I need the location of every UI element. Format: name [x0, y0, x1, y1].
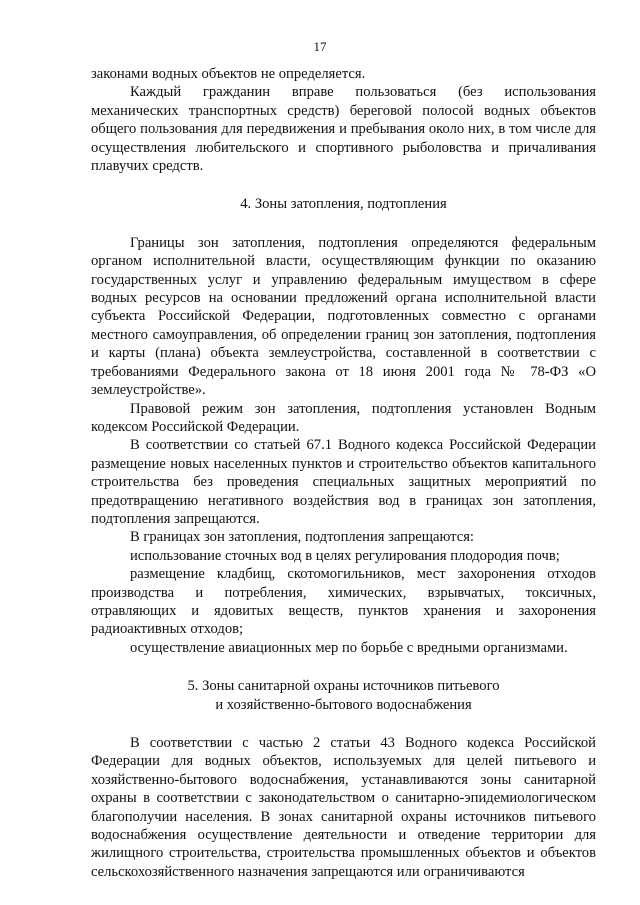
paragraph: Каждый гражданин вправе пользоваться (без использования механических транспортных средств) береговой полосой водных объектов общего пользования для передвижения и пребывания около них, в том числе для осуществления любительского и спортивного рыболовства и причаливания плавучих средств.: [91, 84, 596, 175]
list-item: использование сточных вод в целях регулирования плодородия почв;: [130, 547, 560, 564]
section-heading-5-line-2: и хозяйственно-бытового водоснабжения: [215, 696, 472, 713]
section-heading-5: [91, 677, 596, 714]
list-item: размещение кладбищ, скотомогильников, мест захоронения отходов производства и потребления, химических, взрывчатых, токсичных, отравляющих и ядовитых веществ, пунктов хранения и захоронения радиоактивных отходов;: [91, 566, 596, 638]
document-body: [91, 65, 596, 881]
paragraph: законами водных объектов не определяется.: [91, 66, 366, 82]
list-item: осуществление авиационных мер по борьбе с вредными организмами.: [130, 639, 568, 656]
paragraph: В соответствии со статьей 67.1 Водного кодекса Российской Федерации размещение новых населенных пунктов и строительство объектов капитального строительства без проведения специальных защитных мероприятий по предотвращению негативного воздействия вод в границах зон затопления, подтопления запрещаются.: [91, 437, 596, 527]
section-heading-5-line-1: 5. Зоны санитарной охраны источников питьевого: [187, 678, 500, 695]
paragraph: Границы зон затопления, подтопления определяются федеральным органом исполнительной власти, осуществляющим функции по оказанию государственных услуг и управлению федеральным имуществом в сфере водных ресурсов на основании предложений органа исполнительной власти субъекта Российской Федерации, подготовленных совместно с органами местного самоуправления, об определении границ зон затопления, подтопления и карты (плана) объекта землеустройства, составленной в соответствии с требованиями Федерального закона от 18 июня 2001 года № 78-ФЗ «О землеустройстве».: [91, 234, 596, 399]
page-number: 17: [313, 39, 327, 54]
paragraph: Правовой режим зон затопления, подтопления установлен Водным кодексом Российской Федерации.: [91, 400, 596, 435]
section-heading-4: 4. Зоны затопления, подтопления: [240, 196, 447, 213]
paragraph: В соответствии с частью 2 статьи 43 Водного кодекса Российской Федерации для водных объектов, используемых для целей питьевого и хозяйственно-бытового водоснабжения, устанавливаются зоны санитарной охраны в соответствии с законодательством о санитарно-эпидемиологическом благополучии населения. В зонах санитарной охраны источников питьевого водоснабжения осуществление деятельности и отведение территории для жилищного строительства, строительства промышленных объектов и объектов сельскохозяйственного назначения запрещаются или ограничиваются: [91, 735, 596, 880]
paragraph: В границах зон затопления, подтопления запрещаются:: [130, 529, 474, 546]
